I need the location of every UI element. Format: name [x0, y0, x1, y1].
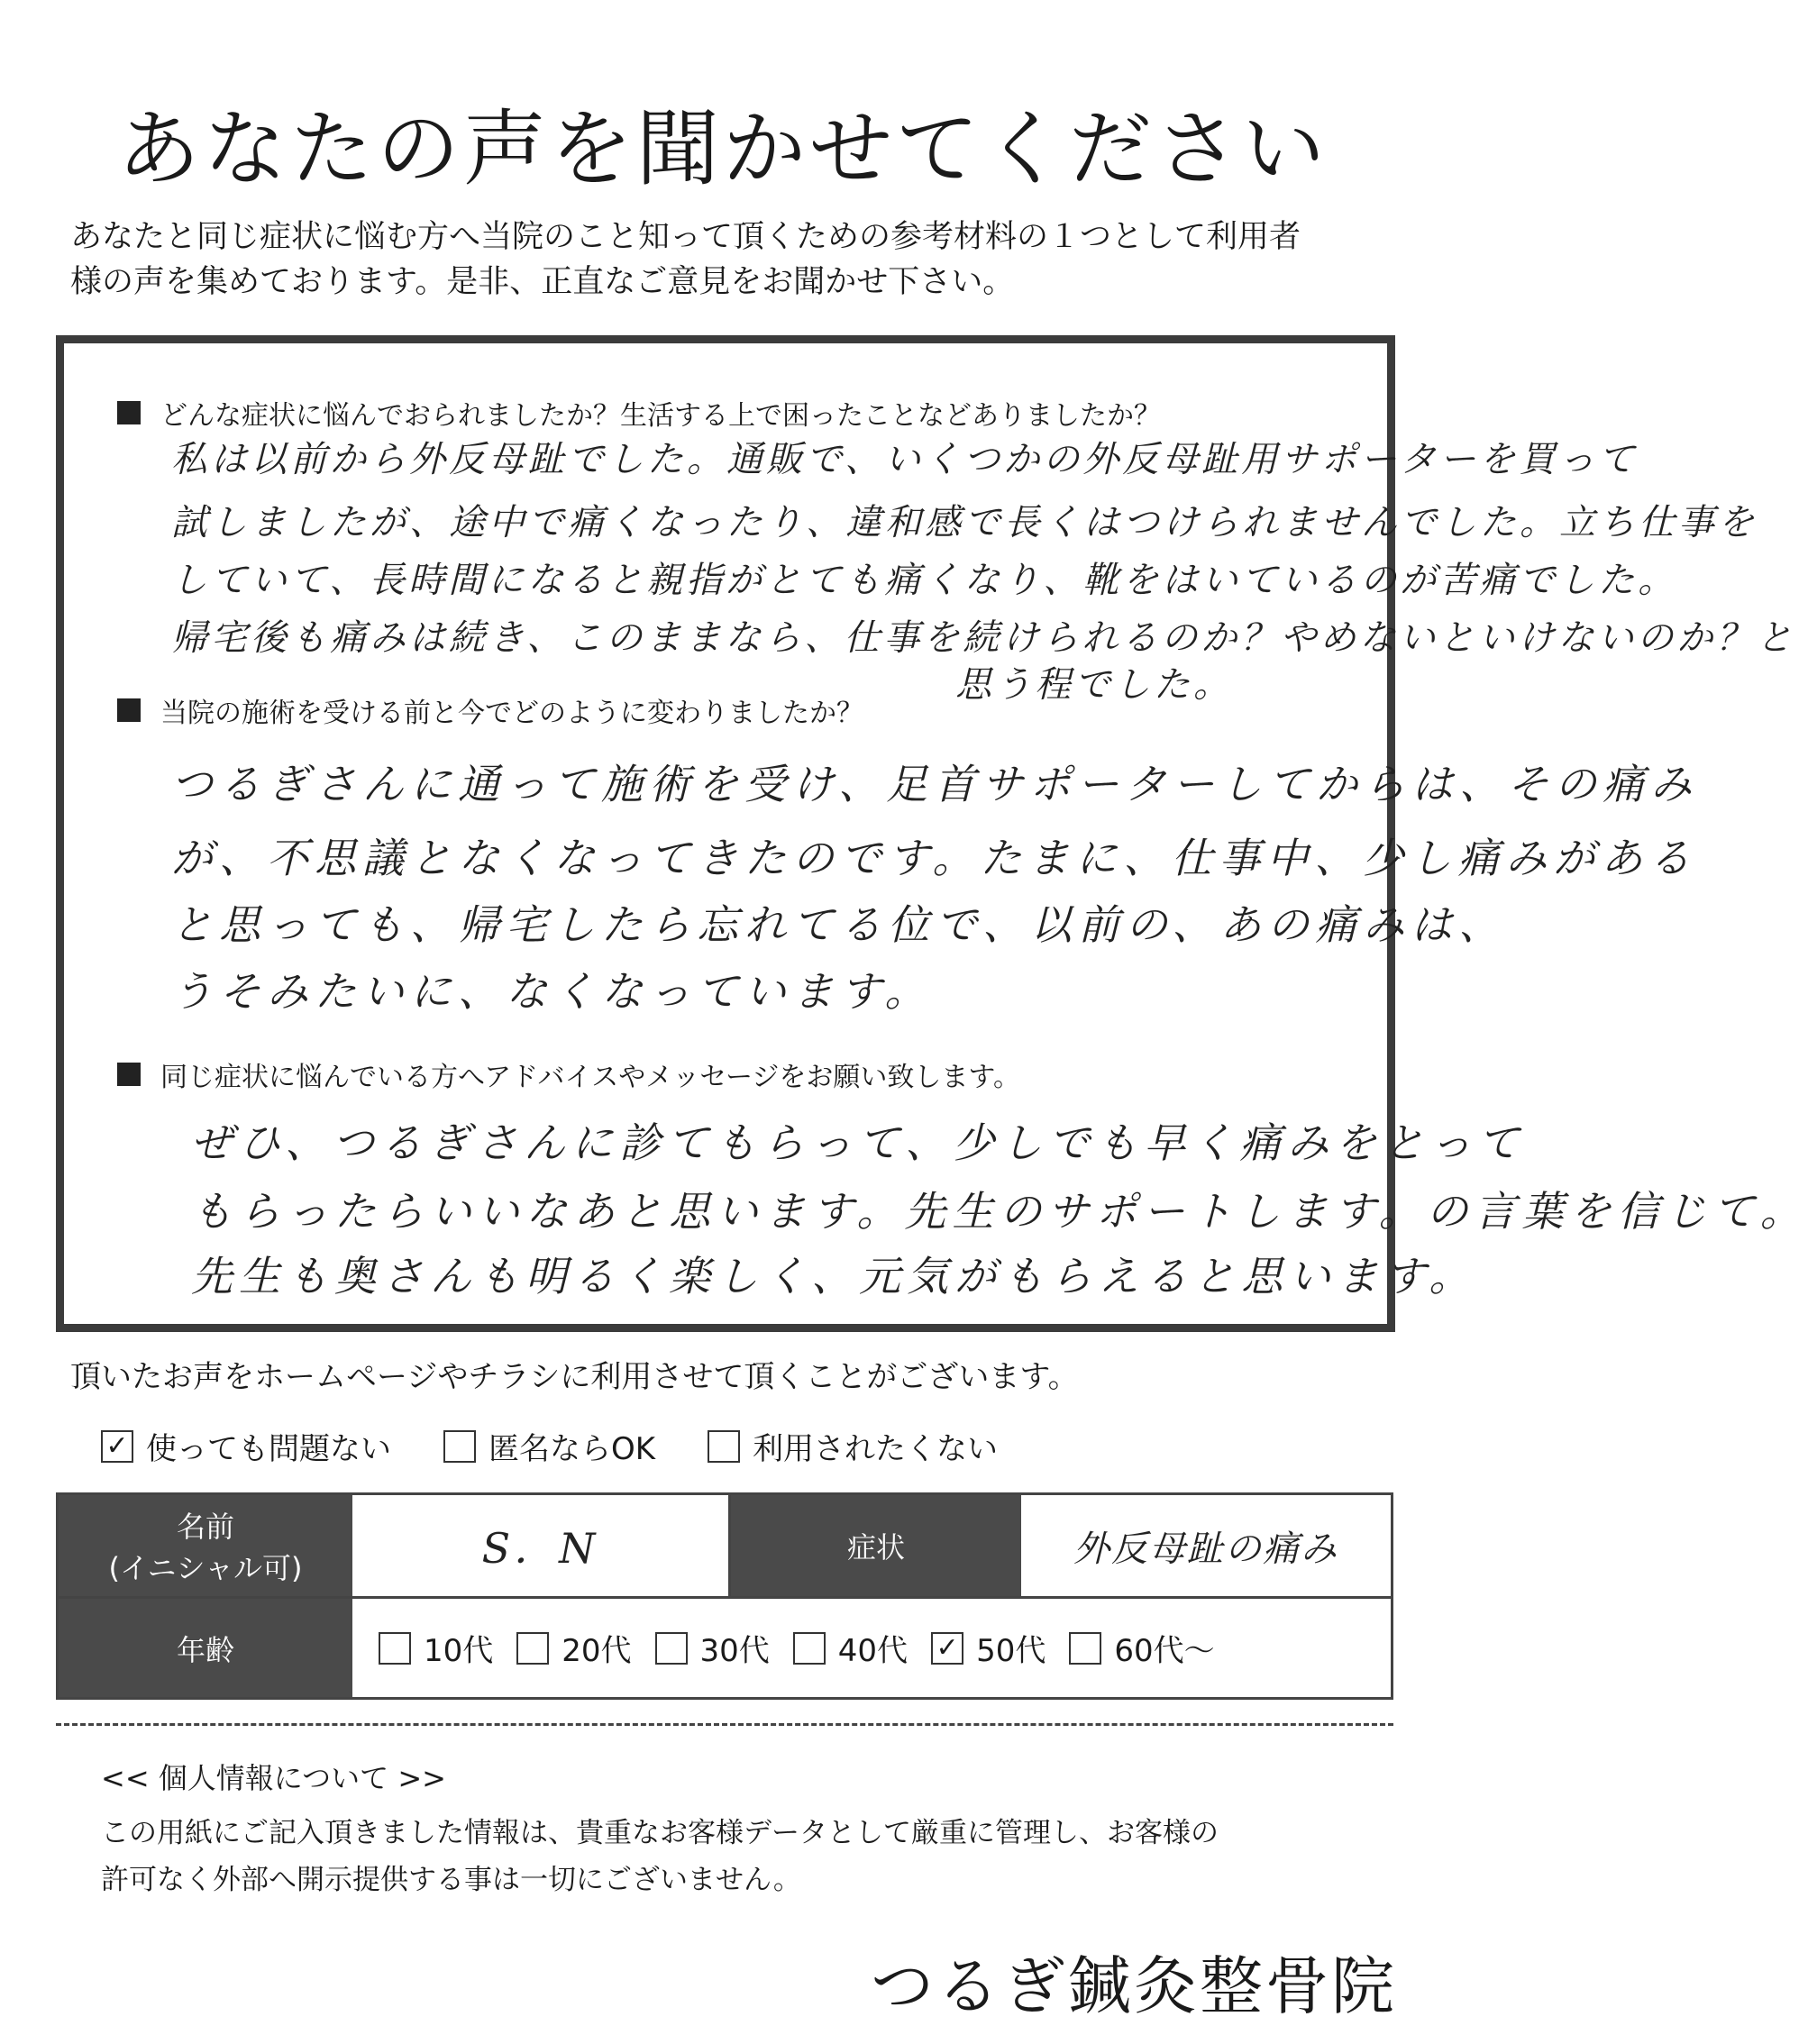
question-1-label: どんな症状に悩んでおられましたか？生活する上で困ったことなどありましたか？ — [160, 400, 1161, 432]
privacy-heading: << 個人情報について >> — [101, 1761, 446, 1795]
bullet-square-icon — [117, 401, 141, 424]
symptom-field[interactable] — [1021, 1495, 1391, 1596]
bullet-square-icon — [117, 698, 141, 722]
name-label: 名前 — [176, 1510, 234, 1544]
page-title: あなたの声を聞かせてください — [116, 101, 1329, 197]
privacy-text — [101, 1810, 1399, 1903]
question-2-label: 当院の施術を受ける前と今でどのように変わりましたか？ — [160, 698, 863, 729]
usage-notice: 頂いたお声をホームページやチラシに利用させて頂くことがございます。 — [70, 1359, 1079, 1395]
checkbox-checked-icon[interactable]: ✓ — [101, 1430, 133, 1463]
question-2 — [117, 690, 863, 730]
age-options — [379, 1626, 1215, 1670]
permission-option-anonymous[interactable] — [443, 1424, 655, 1468]
name-field[interactable] — [352, 1495, 731, 1596]
age-option-50s[interactable] — [931, 1626, 1046, 1670]
age-option-20s[interactable] — [516, 1626, 631, 1670]
symptom-value: 外反母趾の痛み — [1073, 1528, 1338, 1570]
answer-2-line-3: と思っても、帰宅したら忘れてる位で、以前の、あの痛みは、 — [171, 900, 1507, 949]
answer-2-line-1: つるぎさんに通って施術を受け、足首サポーターしてからは、その痛み — [171, 760, 1699, 808]
checkbox-icon[interactable] — [1069, 1632, 1101, 1665]
permission-option-ok[interactable] — [101, 1424, 391, 1468]
answer-3-line-1: ぜひ、つるぎさんに診てもらって、少しでも早く痛みをとって — [191, 1118, 1526, 1167]
bullet-square-icon — [117, 1063, 141, 1086]
answer-3-line-2: もらったらいいなあと思います。先生のサポートします。の言葉を信じて。 — [191, 1187, 1808, 1236]
dashed-divider — [56, 1723, 1393, 1726]
permission-option-label: 匿名ならOK — [489, 1431, 656, 1467]
answer-1-line-1: 私は以前から外反母趾でした。通販で、いくつかの外反母趾用サポーターを買って — [171, 439, 1639, 480]
checkbox-checked-icon[interactable]: ✓ — [931, 1632, 963, 1665]
answer-1-line-3: していて、長時間になると親指がとても痛くなり、靴をはいているのが苦痛でした。 — [171, 560, 1678, 601]
clinic-name: つるぎ鍼灸整骨院 — [871, 1949, 1397, 2023]
name-value: S．N — [481, 1524, 599, 1573]
answer-1-line-4: 帰宅後も痛みは続き、このままなら、仕事を続けられるのか？やめないといけないのか？と — [171, 617, 1796, 659]
age-option-60s-plus[interactable] — [1069, 1626, 1214, 1670]
question-3 — [117, 1054, 1020, 1094]
symptom-label: 症状 — [846, 1530, 905, 1565]
checkbox-icon[interactable] — [443, 1430, 476, 1463]
answer-2-line-2: が、不思議となくなってきたのです。たまに、仕事中、少し痛みがある — [171, 834, 1697, 882]
checkbox-icon[interactable] — [516, 1632, 549, 1665]
age-option-label: 20代 — [562, 1633, 632, 1669]
age-option-label: 30代 — [699, 1633, 770, 1669]
answer-1-line-5: 思う程でした。 — [955, 664, 1233, 706]
age-header — [59, 1599, 352, 1697]
checkbox-icon[interactable] — [793, 1632, 826, 1665]
age-option-label: 60代～ — [1114, 1633, 1215, 1669]
answer-2-line-4: うそみたいに、なくなっています。 — [171, 967, 933, 1016]
age-option-40s[interactable] — [793, 1626, 908, 1670]
privacy-line-2: 許可なく外部へ開示提供する事は一切にございません。 — [101, 1864, 801, 1896]
symptom-header — [731, 1495, 1021, 1596]
permission-option-decline[interactable] — [708, 1424, 998, 1468]
age-option-label: 40代 — [837, 1633, 909, 1669]
intro-line-1: あなたと同じ症状に悩む方へ当院のこと知って頂くための参考材料の１つとして利用者 — [70, 219, 1301, 255]
checkbox-icon[interactable] — [708, 1430, 740, 1463]
name-header — [59, 1495, 352, 1596]
question-3-label: 同じ症状に悩んでいる方へアドバイスやメッセージをお願い致します。 — [160, 1062, 1020, 1093]
age-label: 年齢 — [176, 1632, 234, 1667]
name-sub-label: (イニシャル可) — [108, 1551, 303, 1585]
privacy-line-1: この用紙にご記入頂きました情報は、貴重なお客様データとして厳重に管理し、お客様の — [101, 1817, 1219, 1849]
age-option-label: 10代 — [424, 1633, 494, 1669]
answer-1-line-2: 試しましたが、途中で痛くなったり、違和感で長くはつけられませんでした。立ち仕事を — [171, 502, 1758, 543]
age-option-30s[interactable] — [655, 1626, 770, 1670]
intro-text — [70, 214, 1386, 305]
age-option-10s[interactable] — [379, 1626, 493, 1670]
permission-option-label: 利用されたくない — [753, 1431, 999, 1467]
question-1 — [117, 393, 1161, 433]
checkbox-icon[interactable] — [379, 1632, 411, 1665]
intro-line-2: 様の声を集めております。是非、正直なご意見をお聞かせ下さい。 — [70, 264, 1015, 300]
age-option-label: 50代 — [976, 1633, 1046, 1669]
permission-option-label: 使っても問題ない — [146, 1431, 391, 1467]
permission-options — [101, 1424, 998, 1468]
answer-3-line-3: 先生も奥さんも明るく楽しく、元気がもらえると思います。 — [191, 1252, 1477, 1300]
checkbox-icon[interactable] — [655, 1632, 688, 1665]
